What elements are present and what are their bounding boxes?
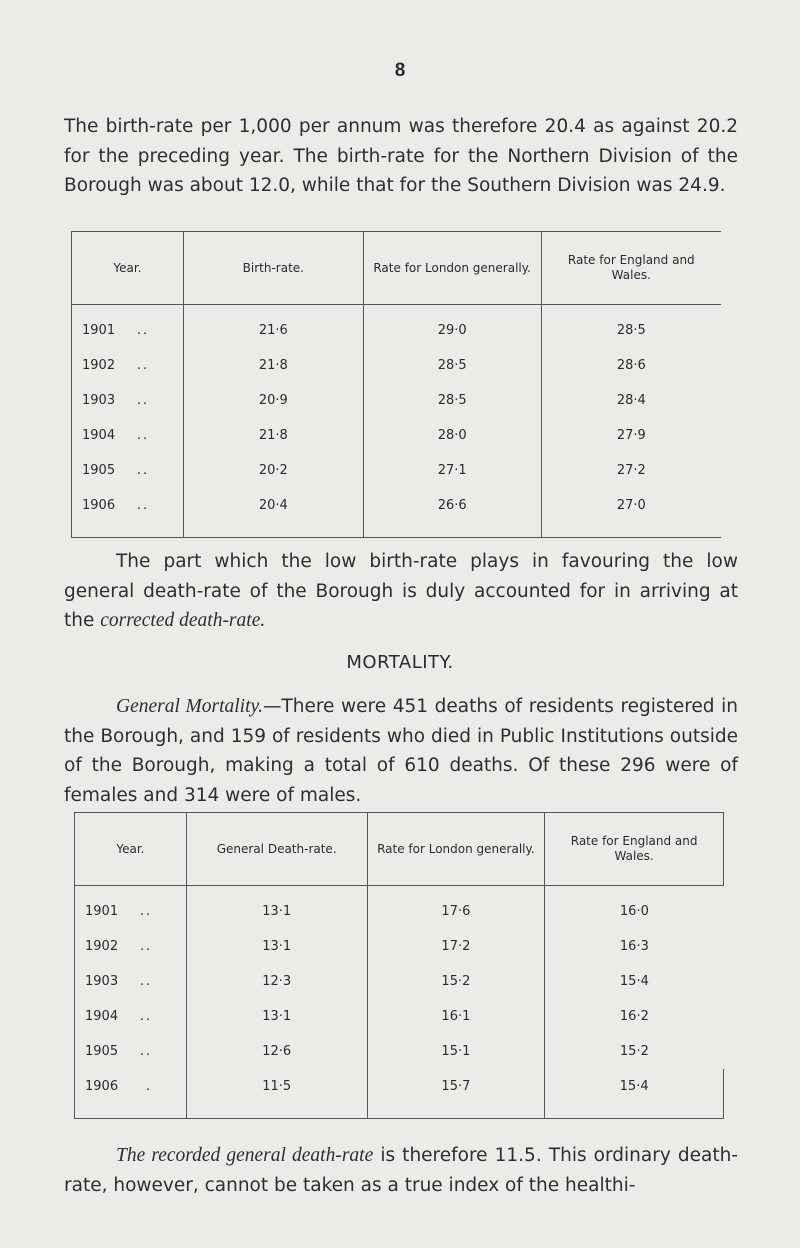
birth-rate-cell: 21·8 (183, 418, 363, 453)
death-rate-cell: 11·5 (186, 1069, 367, 1119)
year-cell: 1905 (85, 1044, 119, 1059)
year-cell: 1902 (82, 358, 116, 373)
table-row (75, 1034, 724, 1069)
table-row (72, 453, 722, 488)
london-rate-cell: 17·2 (367, 929, 545, 964)
table-row (75, 1069, 724, 1119)
england-rate-cell: 16·0 (545, 886, 724, 930)
london-rate-cell: 28·0 (363, 418, 541, 453)
england-rate-cell: 27·2 (541, 453, 721, 488)
table-row (75, 999, 724, 1034)
birth-rate-cell: 20·4 (183, 488, 363, 538)
london-rate-cell: 15·1 (367, 1034, 545, 1069)
birth-rate-paragraph: The birth-rate per 1,000 per annum was therefore 20.4 as against 20.2 for the preceding year. The birth-rate for the Northern Division of the Borough was about 12.0, while that for the Southern Division was 24.9. (64, 116, 738, 196)
leader-dots: .. (139, 939, 153, 954)
column-header-england-wales: Rate for England and Wales. (541, 232, 721, 305)
paragraph-italic: corrected death-rate. (100, 610, 266, 631)
table-row (72, 488, 722, 538)
paragraph-text: —There were 451 deaths of residents registered in the Borough, and 159 of residents who died in Public Institutions outside of the Borough, making a total of 610 deaths. Of these 296 were of females and 314 were of males. (64, 696, 738, 806)
leader-dots: .. (139, 904, 153, 919)
england-rate-cell: 15·2 (545, 1034, 724, 1069)
england-rate-cell: 16·2 (545, 999, 724, 1034)
leader-dots: . (145, 1079, 153, 1094)
table-row (75, 886, 724, 930)
leader-dots: .. (139, 1044, 153, 1059)
london-rate-cell: 15·2 (367, 964, 545, 999)
london-rate-cell: 16·1 (367, 999, 545, 1034)
london-rate-cell: 28·5 (363, 348, 541, 383)
year-cell: 1903 (85, 974, 119, 989)
table-row (75, 964, 724, 999)
birth-rate-cell: 21·6 (183, 305, 363, 349)
year-cell: 1903 (82, 393, 116, 408)
column-header-year: Year. (75, 813, 187, 886)
england-rate-cell: 15·4 (545, 1069, 724, 1119)
page-number: 8 (394, 60, 406, 81)
paragraph-italic: General Mortality. (116, 696, 263, 717)
leader-dots: .. (139, 974, 153, 989)
column-header-birth-rate: Birth-rate. (183, 232, 363, 305)
london-rate-cell: 15·7 (367, 1069, 545, 1119)
london-rate-cell: 29·0 (363, 305, 541, 349)
column-header-year: Year. (72, 232, 184, 305)
table-row (72, 418, 722, 453)
london-rate-cell: 26·6 (363, 488, 541, 538)
year-cell: 1901 (82, 323, 116, 338)
death-rate-table (74, 812, 724, 1119)
death-rate-cell: 12·6 (186, 1034, 367, 1069)
leader-dots: .. (136, 428, 150, 443)
leader-dots: .. (136, 393, 150, 408)
death-rate-cell: 12·3 (186, 964, 367, 999)
leader-dots: .. (136, 498, 150, 513)
table-row (72, 383, 722, 418)
corrected-death-rate-paragraph (64, 547, 738, 636)
paragraph-text: The part which the low birth-rate plays in favouring the low general death-rate of the Borough is duly accounted for in arriving at the (64, 551, 738, 631)
recorded-death-rate-paragraph (64, 1141, 738, 1200)
leader-dots: .. (136, 323, 150, 338)
section-heading: MORTALITY. (346, 652, 454, 673)
table-row (75, 929, 724, 964)
england-rate-cell: 28·4 (541, 383, 721, 418)
london-rate-cell: 27·1 (363, 453, 541, 488)
england-rate-cell: 16·3 (545, 929, 724, 964)
paragraph-text: is therefore 11.5. This ordinary death-rate, however, cannot be taken as a true index of the healthi- (64, 1145, 738, 1196)
leader-dots: .. (136, 358, 150, 373)
death-rate-cell: 13·1 (186, 886, 367, 930)
year-cell: 1901 (85, 904, 119, 919)
england-rate-cell: 15·4 (545, 964, 724, 999)
column-header-london: Rate for London generally. (367, 813, 545, 886)
london-rate-cell: 28·5 (363, 383, 541, 418)
paragraph-italic: The recorded general death-rate (116, 1145, 374, 1166)
table-row (72, 348, 722, 383)
birth-rate-cell: 21·8 (183, 348, 363, 383)
leader-dots: .. (136, 463, 150, 478)
death-rate-cell: 13·1 (186, 999, 367, 1034)
year-cell: 1906 (82, 498, 116, 513)
year-cell: 1902 (85, 939, 119, 954)
leader-dots: .. (139, 1009, 153, 1024)
england-rate-cell: 28·5 (541, 305, 721, 349)
year-cell: 1904 (82, 428, 116, 443)
general-mortality-paragraph (64, 692, 738, 810)
column-header-general-death-rate: General Death-rate. (186, 813, 367, 886)
england-rate-cell: 28·6 (541, 348, 721, 383)
birth-rate-cell: 20·2 (183, 453, 363, 488)
birth-rate-table (71, 231, 721, 538)
column-header-england-wales: Rate for England and Wales. (545, 813, 724, 886)
birth-rate-cell: 20·9 (183, 383, 363, 418)
table-row (72, 305, 722, 349)
column-header-london: Rate for London generally. (363, 232, 541, 305)
england-rate-cell: 27·0 (541, 488, 721, 538)
year-cell: 1906 (85, 1079, 119, 1094)
year-cell: 1904 (85, 1009, 119, 1024)
year-cell: 1905 (82, 463, 116, 478)
england-rate-cell: 27·9 (541, 418, 721, 453)
london-rate-cell: 17·6 (367, 886, 545, 930)
death-rate-cell: 13·1 (186, 929, 367, 964)
